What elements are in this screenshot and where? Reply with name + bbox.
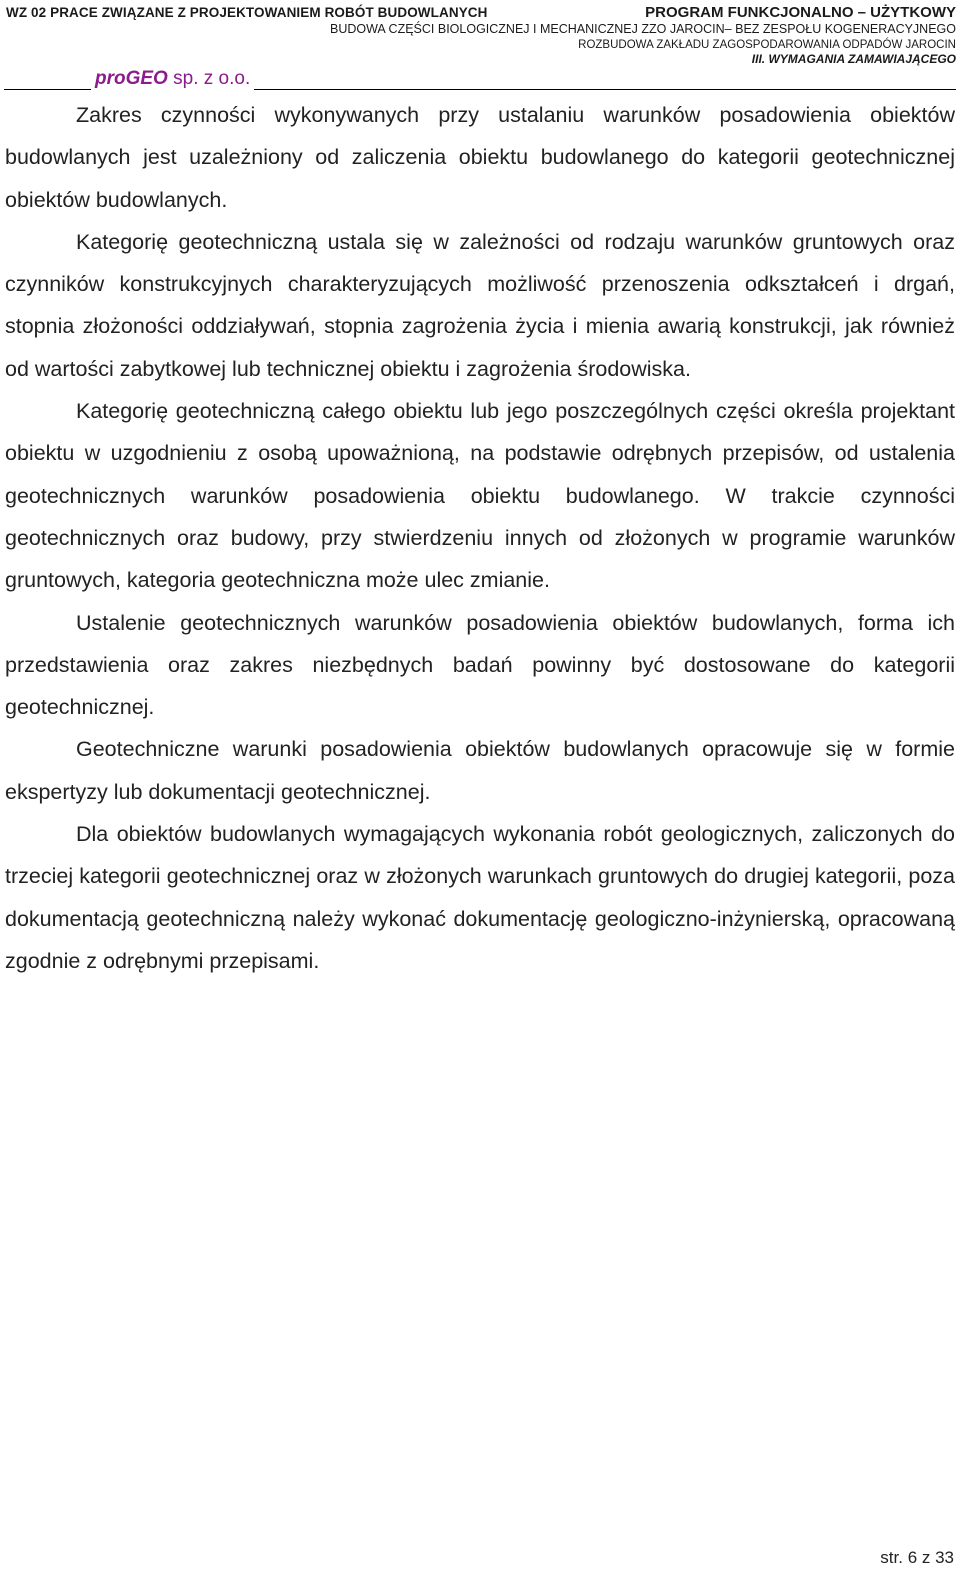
- company-logo: [91, 68, 254, 90]
- paragraph: Kategorię geotechniczną całego obiektu lub jego poszczególnych części określa projektant obiektu w uzgodnieniu z osobą upoważnioną, na podstawie odrębnych przepisów, od ustalenia geotechnicznych warunków posadowienia obiektu budowlanego. W trakcie czynności geotechnicznych oraz budowy, przy stwierdzeniu innych od złożonych w programie warunków gruntowych, kategoria geotechniczna może ulec zmianie.: [5, 399, 955, 593]
- document-body: [5, 94, 955, 982]
- header-left-title: WZ 02 PRACE ZWIĄZANE Z PROJEKTOWANIEM ROBÓT BUDOWLANYCH: [6, 5, 488, 20]
- company-brand: proGEO: [95, 68, 168, 89]
- header-section-title: III. WYMAGANIA ZAMAWIAJĄCEGO: [751, 51, 956, 66]
- paragraph: Ustalenie geotechnicznych warunków posadowienia obiektów budowlanych, forma ich przedstawienia oraz zakres niezbędnych badań powinny być dostosowane do kategorii geotechnicznej.: [5, 610, 955, 720]
- header-right-block: [330, 4, 956, 66]
- header-project-title: BUDOWA CZĘŚCI BIOLOGICZNEJ I MECHANICZNEJ ZZO JAROCIN– BEZ ZESPOŁU KOGENERACYJNEGO: [329, 22, 956, 37]
- paragraph: Kategorię geotechniczną ustala się w zależności od rodzaju warunków gruntowych oraz czynników konstrukcyjnych charakteryzujących możliwość przenoszenia odkształceń i drgań, stopnia złożoności oddziaływań, stopnia zagrożenia życia i mienia awarią konstrukcji, jak również od wartości zabytkowej lub technicznej obiektu i zagrożenia środowiska.: [5, 229, 955, 381]
- header-subproject-title: ROZBUDOWA ZAKŁADU ZAGOSPODAROWANIA ODPADÓW JAROCIN: [578, 38, 956, 51]
- page-header: [0, 0, 960, 100]
- paragraph: Zakres czynności wykonywanych przy ustalaniu warunków posadowienia obiektów budowlanych jest uzależniony od zaliczenia obiektu budowlanego do kategorii geotechnicznej obiektów budowlanych.: [5, 103, 955, 212]
- paragraph: Geotechniczne warunki posadowienia obiektów budowlanych opracowuje się w formie ekspertyzy lub dokumentacji geotechnicznej.: [5, 737, 955, 804]
- company-suffix: sp. z o.o.: [167, 68, 251, 89]
- company-line: [4, 66, 956, 92]
- paragraph: Dla obiektów budowlanych wymagających wykonania robót geologicznych, zaliczonych do trzeciej kategorii geotechnicznej oraz w złożonych warunkach gruntowych do drugiej kategorii, poza dokumentacją geotechniczną należy wykonać dokumentację geologiczno-inżynierską, opracowaną zgodnie z odrębnymi przepisami.: [5, 822, 955, 973]
- header-program-title: PROGRAM FUNKCJONALNO – UŻYTKOWY: [645, 4, 956, 21]
- page-number: str. 6 z 33: [880, 1548, 954, 1567]
